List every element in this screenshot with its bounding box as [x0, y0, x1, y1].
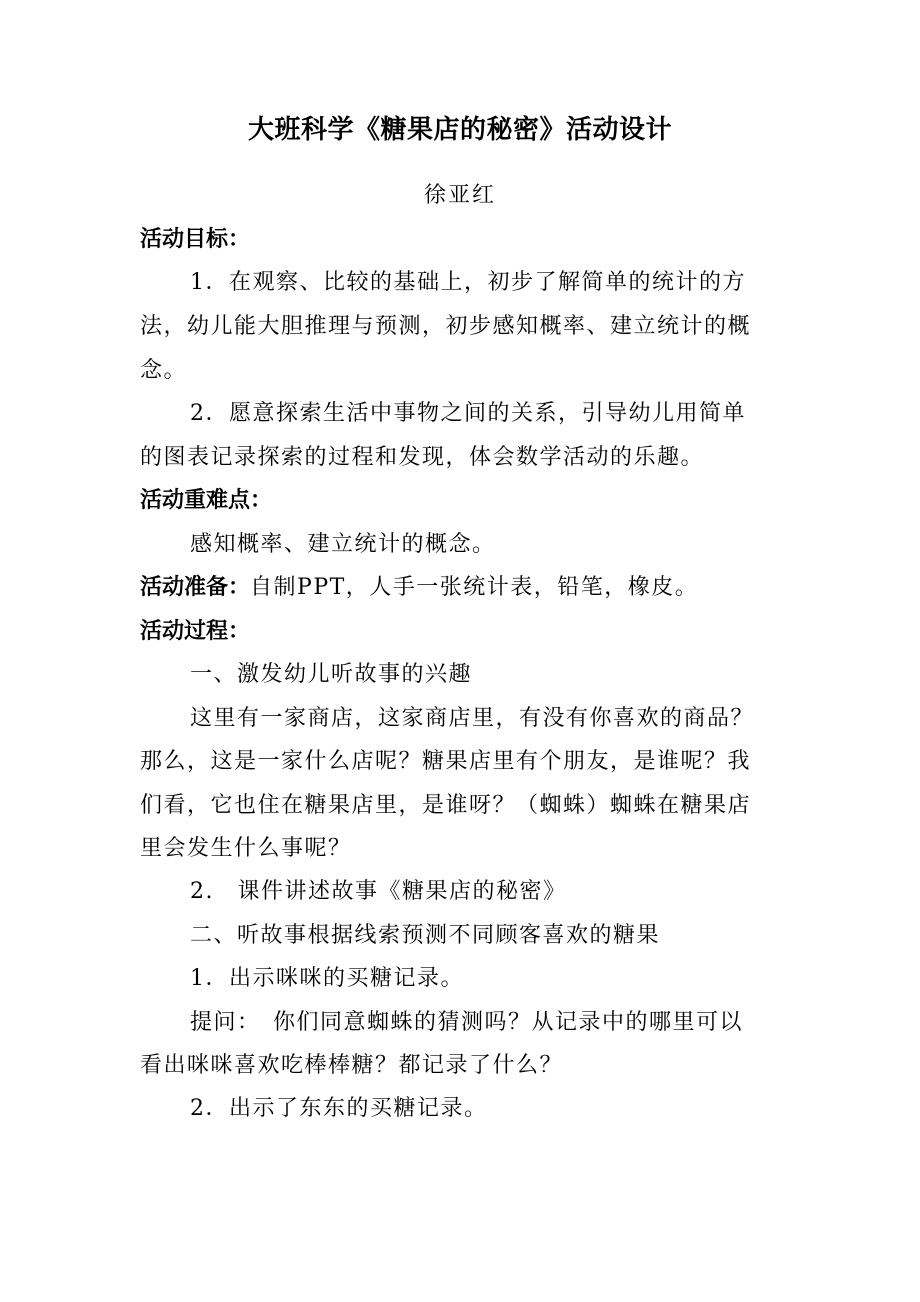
step2-heading: 二、听故事根据线索预测不同顾客喜欢的糖果 [190, 923, 661, 948]
para2-line: 2. 课件讲述故事《糖果店的秘密》 [190, 879, 567, 904]
goal1-line3: 念。 [140, 358, 188, 383]
goal1-line2: 法，幼儿能大胆推理与预测，初步感知概率、建立统计的概 [140, 314, 752, 339]
record1-line: 1．出示咪咪的买糖记录。 [190, 966, 464, 991]
document-author: 徐亚红 [423, 183, 496, 208]
goal2-line2: 的图表记录探索的过程和发现，体会数学活动的乐趣。 [140, 445, 705, 470]
para1-line2: 那么，这是一家什么店呢？糖果店里有个朋友，是谁呢？我 [140, 749, 752, 774]
step1-heading: 一、激发幼儿听故事的兴趣 [190, 662, 473, 687]
goal2-line1: 2．愿意探索生活中事物之间的关系，引导幼儿用简单 [190, 401, 746, 426]
preparation-line [140, 570, 810, 606]
preparation-text: 自制PPT，人手一张统计表，铅笔，橡皮。 [250, 575, 699, 600]
question1-line1: 提问： 你们同意蜘蛛的猜测吗？从记录中的哪里可以 [190, 1010, 744, 1035]
para1-line1: 这里有一家商店，这家商店里，有没有你喜欢的商品？ [190, 706, 755, 731]
preparation-heading: 活动准备： [140, 575, 251, 600]
process-heading: 活动过程： [140, 619, 251, 644]
key-points-heading: 活动重难点： [140, 488, 273, 513]
goal1-line1: 1．在观察、比较的基础上，初步了解简单的统计的方 [190, 270, 746, 295]
record2-line: 2．出示了东东的买糖记录。 [190, 1096, 488, 1121]
para1-line4: 里会发生什么事呢？ [140, 836, 352, 861]
document-title: 大班科学《糖果店的秘密》活动设计 [247, 115, 672, 145]
question1-line2: 看出咪咪喜欢吃棒棒糖？都记录了什么？ [140, 1053, 564, 1078]
para1-line3: 们看，它也住在糖果店里，是谁呀？（蜘蛛）蜘蛛在糖果店 [140, 793, 752, 818]
goals-heading: 活动目标： [140, 227, 251, 252]
key-points-text: 感知概率、建立统计的概念。 [190, 532, 496, 557]
